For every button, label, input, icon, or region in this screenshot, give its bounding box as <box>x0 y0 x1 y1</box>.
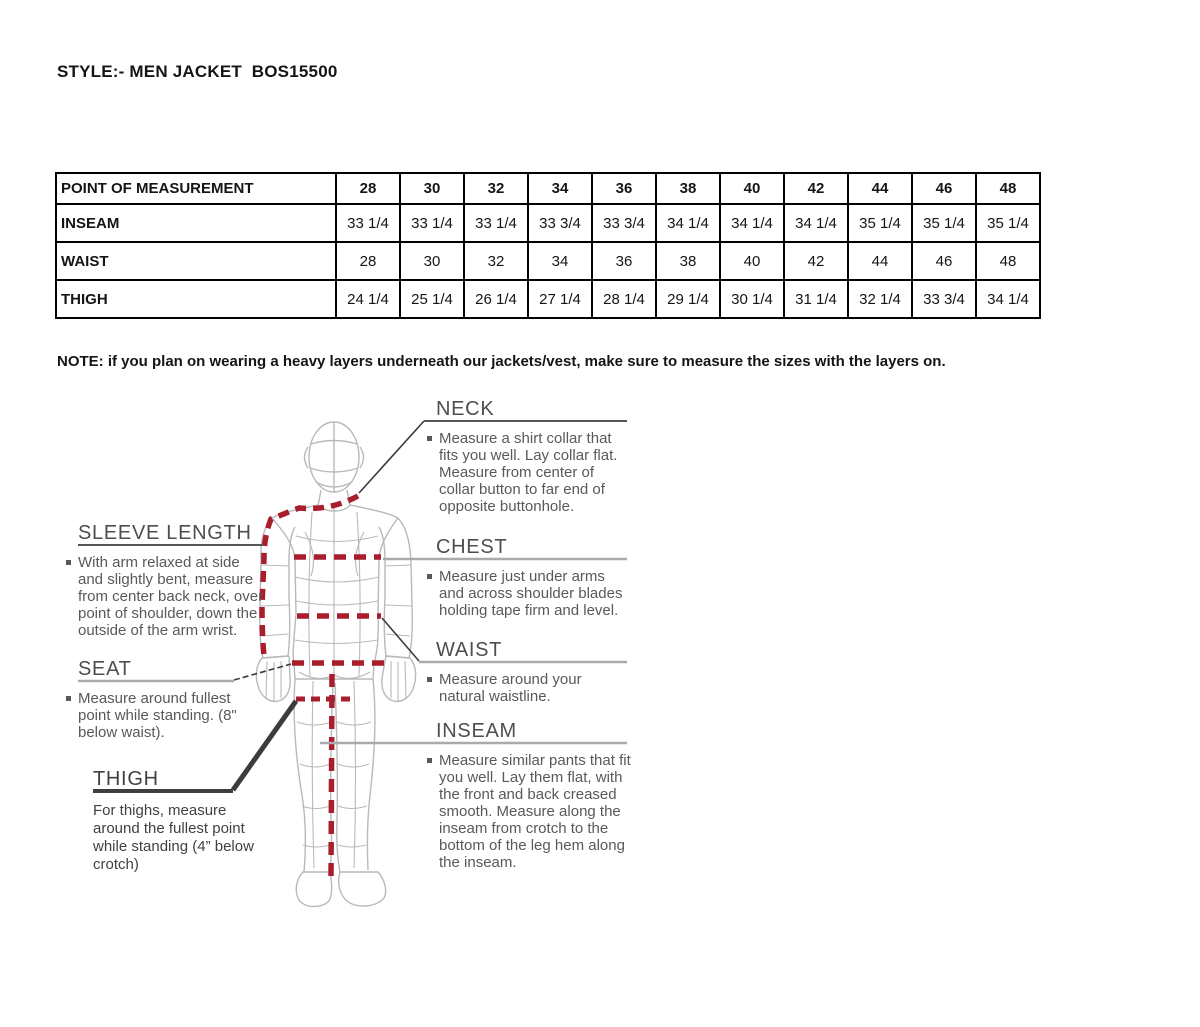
guide-title-inseam: INSEAM <box>436 720 517 742</box>
cell-value: 42 <box>784 242 848 280</box>
mannequin-right-arm <box>379 518 412 658</box>
bullet-square-icon <box>427 677 432 682</box>
cell-value: 30 <box>400 242 464 280</box>
page-title: STYLE:- MEN JACKET BOS15500 <box>57 62 338 81</box>
row-label: WAIST <box>56 242 336 280</box>
mannequin-ear-right <box>360 447 364 468</box>
row-label: INSEAM <box>56 204 336 242</box>
cell-value: 33 3/4 <box>912 280 976 318</box>
guide-title-chest: CHEST <box>436 536 508 558</box>
column-header-point-of-measurement: POINT OF MEASUREMENT <box>56 173 336 204</box>
guide-desc-text: Measure just under arms and across shoulder blades holding tape firm and level. <box>439 568 623 619</box>
cell-value: 32 1/4 <box>848 280 912 318</box>
cell-value: 34 1/4 <box>656 204 720 242</box>
row-label: THIGH <box>56 280 336 318</box>
cell-value: 35 1/4 <box>848 204 912 242</box>
cell-value: 40 <box>720 242 784 280</box>
inseam-dash-line <box>331 674 332 880</box>
collar-and-sleeve-dash-line <box>262 496 358 656</box>
cell-value: 31 1/4 <box>784 280 848 318</box>
column-header-size: 30 <box>400 173 464 204</box>
cell-value: 28 <box>336 242 400 280</box>
guide-section-chest <box>427 536 631 619</box>
column-header-size: 48 <box>976 173 1040 204</box>
cell-value: 30 1/4 <box>720 280 784 318</box>
cell-value: 34 1/4 <box>784 204 848 242</box>
table-row-waist <box>56 242 1040 280</box>
column-header-size: 44 <box>848 173 912 204</box>
guide-desc-sleeve-length <box>66 554 266 639</box>
mannequin-torso <box>272 505 398 679</box>
column-header-size: 46 <box>912 173 976 204</box>
cell-value: 48 <box>976 242 1040 280</box>
column-header-size: 42 <box>784 173 848 204</box>
cell-value: 33 1/4 <box>336 204 400 242</box>
cell-value: 26 1/4 <box>464 280 528 318</box>
guide-desc-inseam <box>427 752 631 871</box>
guide-desc-neck <box>427 430 631 515</box>
neck-leader-line <box>359 421 424 493</box>
cell-value: 34 1/4 <box>720 204 784 242</box>
mannequin-right-leg <box>367 679 374 870</box>
mannequin-ear-left <box>305 447 309 468</box>
cell-value: 33 1/4 <box>400 204 464 242</box>
cell-value: 24 1/4 <box>336 280 400 318</box>
cell-value: 36 <box>592 242 656 280</box>
table-header-row <box>56 173 1040 204</box>
guide-title-waist: WAIST <box>436 639 503 661</box>
guide-title-sleeve-length: SLEEVE LENGTH <box>78 522 252 544</box>
column-header-size: 34 <box>528 173 592 204</box>
guide-desc-seat <box>66 690 243 741</box>
table-row-inseam <box>56 204 1040 242</box>
cell-value: 33 3/4 <box>528 204 592 242</box>
cell-value: 33 3/4 <box>592 204 656 242</box>
cell-value: 27 1/4 <box>528 280 592 318</box>
mannequin-mesh <box>260 507 412 868</box>
guide-section-inseam <box>427 720 631 871</box>
cell-value: 34 1/4 <box>976 280 1040 318</box>
measurement-lines <box>262 496 384 880</box>
guide-title-thigh: THIGH <box>93 768 159 790</box>
column-header-size: 40 <box>720 173 784 204</box>
cell-value: 29 1/4 <box>656 280 720 318</box>
guide-section-thigh <box>93 768 273 874</box>
cell-value: 33 1/4 <box>464 204 528 242</box>
guide-desc-text: Measure a shirt collar that fits you well. Lay collar flat. Measure from center of collar button to far end of opposite buttonhole. <box>439 430 618 515</box>
cell-value: 25 1/4 <box>400 280 464 318</box>
guide-desc-text: Measure around your natural waistline. <box>439 671 582 705</box>
bullet-square-icon <box>427 758 432 763</box>
size-table <box>55 172 1041 319</box>
guide-desc-text: For thighs, measure around the fullest point while standing (4” below crotch) <box>93 802 254 873</box>
table-row-thigh <box>56 280 1040 318</box>
cell-value: 35 1/4 <box>912 204 976 242</box>
cell-value: 44 <box>848 242 912 280</box>
guide-section-waist <box>427 639 631 705</box>
column-header-size: 28 <box>336 173 400 204</box>
guide-section-sleeve-length <box>66 522 266 639</box>
cell-value: 34 <box>528 242 592 280</box>
guide-desc-thigh <box>93 802 273 874</box>
column-header-size: 32 <box>464 173 528 204</box>
cell-value: 32 <box>464 242 528 280</box>
column-header-size: 36 <box>592 173 656 204</box>
guide-section-neck <box>427 398 631 515</box>
bullet-square-icon <box>66 696 71 701</box>
guide-title-seat: SEAT <box>78 658 132 680</box>
mannequin-figure <box>256 422 415 907</box>
guide-desc-waist <box>427 671 631 705</box>
cell-value: 28 1/4 <box>592 280 656 318</box>
bullet-square-icon <box>66 560 71 565</box>
column-header-size: 38 <box>656 173 720 204</box>
guide-section-seat <box>66 658 243 741</box>
bullet-square-icon <box>427 574 432 579</box>
cell-value: 35 1/4 <box>976 204 1040 242</box>
guide-desc-text: Measure similar pants that fit you well. Lay them flat, with the front and back creased smooth. Measure along the inseam from crotch to the bottom of the leg hem along the inseam. <box>439 752 631 871</box>
guide-desc-text: Measure around fullest point while standing. (8" below waist). <box>78 690 237 741</box>
guide-desc-text: With arm relaxed at side and slightly bent, measure from center back neck, over point of shoulder, down the outside of the arm wrist. <box>78 554 264 639</box>
guide-title-neck: NECK <box>436 398 495 420</box>
mannequin-head <box>309 422 359 492</box>
note-text: NOTE: if you plan on wearing a heavy layers underneath our jackets/vest, make sure to measure the sizes with the layers on. <box>57 353 946 370</box>
guide-desc-chest <box>427 568 631 619</box>
cell-value: 38 <box>656 242 720 280</box>
cell-value: 46 <box>912 242 976 280</box>
waist-leader-line <box>382 618 419 661</box>
bullet-square-icon <box>427 436 432 441</box>
mannequin-left-leg <box>294 679 305 872</box>
